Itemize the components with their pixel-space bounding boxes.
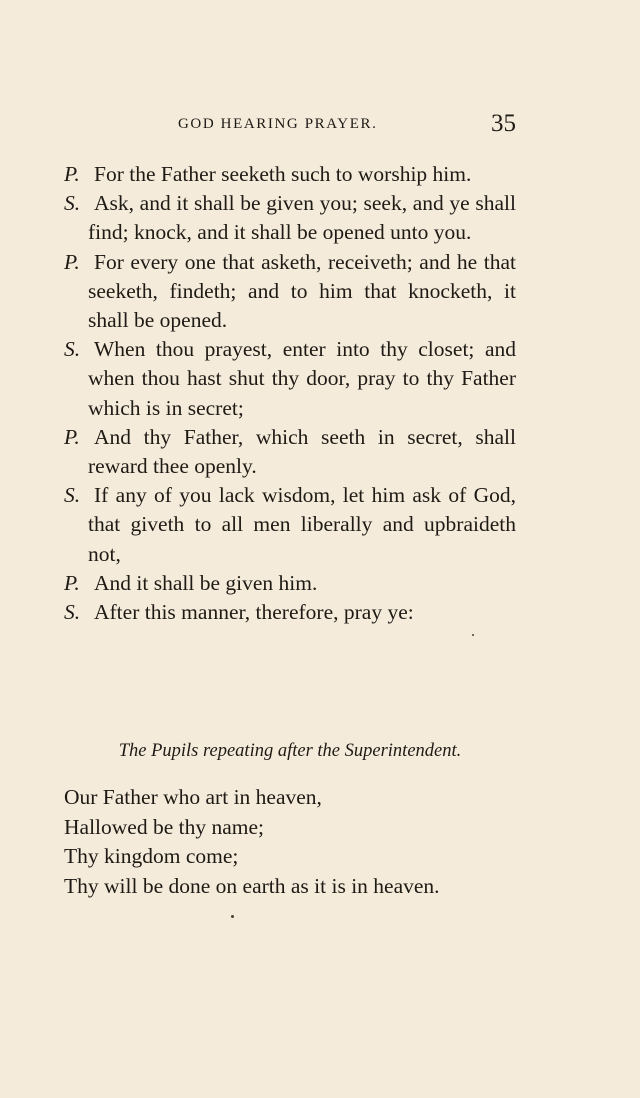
dialogue-entry (64, 598, 516, 627)
entry-text: For the Father seeketh such to worship him. (94, 162, 472, 186)
paper-speck (472, 634, 474, 636)
speaker-label: P. (64, 570, 80, 595)
dialogue-entry (64, 248, 516, 336)
speaker-label: P. (64, 249, 80, 274)
entry-text: And it shall be given him. (94, 570, 318, 595)
entry-text: And thy Father, which seeth in secret, shall reward thee openly. (88, 424, 516, 479)
dialogue-entry (64, 160, 516, 189)
prayer-line: Thy kingdom come; (64, 844, 239, 868)
entry-text: If any of you lack wisdom, let him ask of God, that giveth to all men liberally and upbraideth not, (88, 483, 516, 566)
lords-prayer (64, 783, 516, 901)
entry-text: Ask, and it shall be given you; seek, and ye shall find; knock, and it shall be opened unto you. (88, 191, 516, 245)
speaker-label: S. (64, 337, 81, 362)
prayer-line: Hallowed be thy name; (64, 814, 265, 839)
speaker-label: P. (64, 162, 80, 186)
dialogue-entry (64, 423, 516, 481)
entry-text: When thou prayest, enter into thy closet; and when thou hast shut thy door, pray to thy Father which is in secret; (88, 337, 516, 420)
dialogue-entry (64, 335, 516, 423)
entry-text: After this manner, therefore, pray ye: (94, 600, 414, 625)
prayer-line: Thy will be done on earth as it is in heaven. (64, 873, 440, 898)
running-title: GOD HEARING PRAYER. (178, 116, 378, 132)
dialogue-entry (64, 481, 516, 569)
speaker-label: S. (64, 191, 81, 216)
speaker-label: S. (64, 600, 81, 625)
running-head (64, 112, 516, 140)
entry-text: For every one that asketh, receiveth; and he that seeketh, findeth; and to him that knocketh, it shall be opened. (88, 249, 516, 333)
dialogue-entry (64, 189, 516, 247)
speaker-label: P. (64, 424, 80, 449)
page-number: 35 (491, 110, 516, 137)
dialogue-entry (64, 569, 516, 598)
speaker-label: S. (64, 483, 81, 508)
responsive-reading (64, 160, 516, 627)
section-heading: The Pupils repeating after the Superintendent. (118, 741, 462, 761)
paper-speck (231, 915, 234, 918)
prayer-line: Our Father who art in heaven, (64, 785, 322, 809)
